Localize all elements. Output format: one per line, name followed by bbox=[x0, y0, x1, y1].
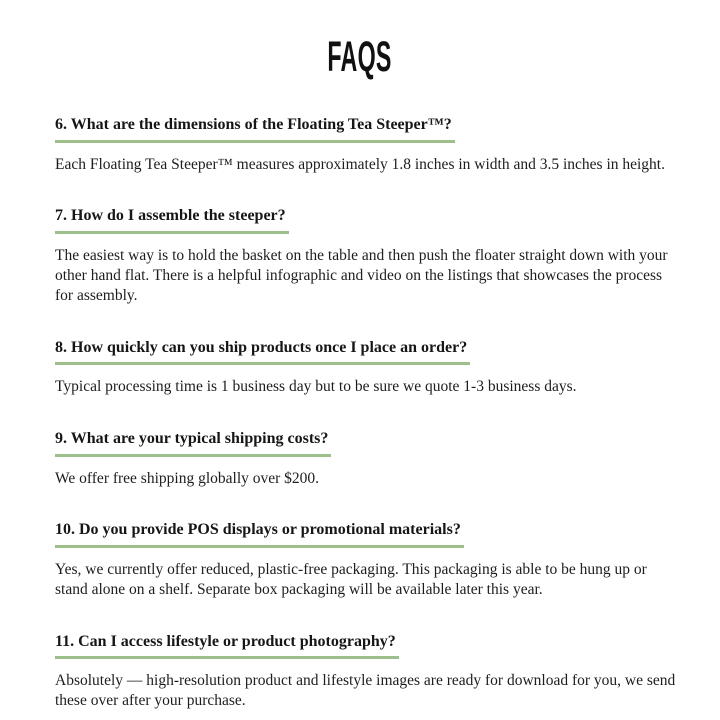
faq-question: 10. Do you provide POS displays or promotional materials? bbox=[55, 521, 464, 548]
faq-question: 7. How do I assemble the steeper? bbox=[55, 207, 289, 234]
faq-answer: Typical processing time is 1 business day but to be sure we quote 1-3 business days. bbox=[55, 378, 577, 396]
faq-item bbox=[55, 521, 679, 599]
faq-list bbox=[55, 116, 679, 711]
faq-item bbox=[55, 116, 679, 174]
faq-answer: Yes, we currently offer reduced, plastic-free packaging. This packaging is able to be hung up or stand alone on a shelf. Separate box packaging will be available later this year. bbox=[55, 560, 647, 598]
faq-answer: We offer free shipping globally over $200. bbox=[55, 469, 320, 487]
faq-answer: Each Floating Tea Steeper™ measures approximately 1.8 inches in width and 3.5 inches in height. bbox=[55, 155, 665, 173]
faq-question: 8. How quickly can you ship products once I place an order? bbox=[55, 339, 470, 366]
faq-item bbox=[55, 207, 679, 305]
faq-question: 6. What are the dimensions of the Floating Tea Steeper™? bbox=[55, 116, 455, 143]
faq-answer: The easiest way is to hold the basket on the table and then push the floater straight down with your other hand flat. There is a helpful infographic and video on the listings that showcases the process for assembly. bbox=[55, 247, 668, 304]
faq-question: 9. What are your typical shipping costs? bbox=[55, 430, 331, 457]
faq-item bbox=[55, 339, 679, 397]
faq-question: 11. Can I access lifestyle or product photography? bbox=[55, 633, 399, 660]
page-header bbox=[0, 0, 720, 82]
faq-answer: Absolutely — high-resolution product and lifestyle images are ready for download for you, we send these over after your purchase. bbox=[55, 672, 676, 710]
faq-item bbox=[55, 633, 679, 711]
faq-item bbox=[55, 430, 679, 488]
page-title: FAQS bbox=[327, 33, 393, 81]
